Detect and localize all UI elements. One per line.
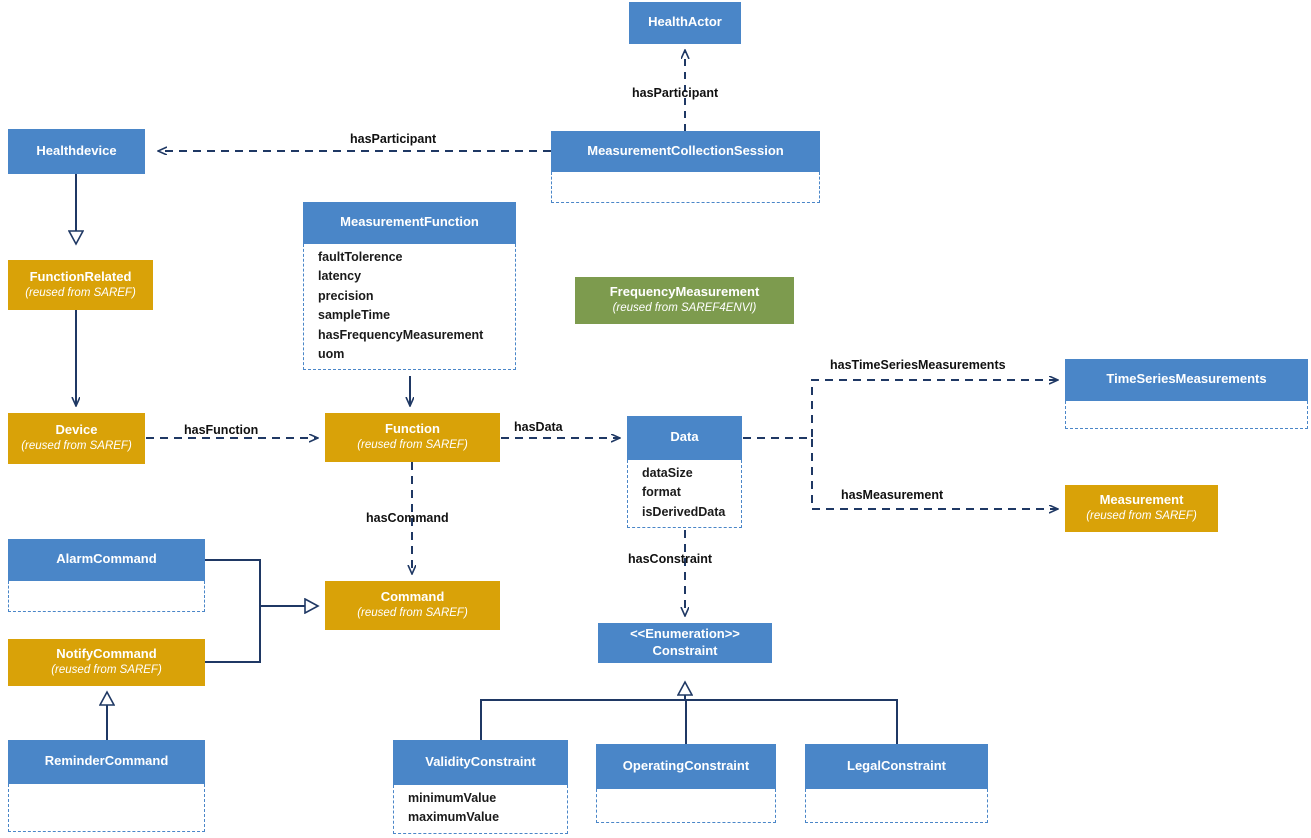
- node-title: Command (reused from SAREF): [325, 581, 500, 630]
- node-command[interactable]: [325, 581, 500, 630]
- node-subtitle: (reused from SAREF4ENVI): [612, 302, 757, 315]
- node-measurementfunction[interactable]: [303, 202, 516, 370]
- attribute: uom: [318, 346, 345, 361]
- node-title: ReminderCommand: [8, 740, 205, 784]
- node-title: [598, 623, 772, 663]
- node-healthactor[interactable]: [629, 2, 741, 44]
- node-title: Healthdevice: [8, 129, 145, 174]
- node-title: FrequencyMeasurement (reused from SAREF4ENVI): [575, 277, 794, 324]
- node-attributes: [596, 789, 776, 823]
- node-title: Measurement (reused from SAREF): [1065, 485, 1218, 532]
- node-measurementcollectionsession[interactable]: [551, 131, 820, 203]
- stereotype-label: <<Enumeration>>: [630, 626, 740, 642]
- attribute: precision: [318, 288, 374, 303]
- attribute: maximumValue: [408, 810, 500, 825]
- node-frequencymeasurement[interactable]: [575, 277, 794, 324]
- edge-label-hasparticipant-top: hasParticipant: [632, 86, 719, 100]
- edge-label-hasmeasurement: hasMeasurement: [841, 488, 944, 502]
- edge-label-hasparticipant-left: hasParticipant: [350, 132, 437, 146]
- node-timeseriesmeasurements[interactable]: [1065, 359, 1308, 429]
- attribute: format: [642, 485, 681, 500]
- node-title: ValidityConstraint: [393, 740, 568, 785]
- edge-label-hasdata: hasData: [514, 420, 563, 434]
- edge-label-hasconstraint: hasConstraint: [628, 552, 713, 566]
- node-name-label: Constraint: [652, 642, 718, 658]
- node-healthdevice[interactable]: [8, 129, 145, 174]
- node-remindercommand[interactable]: [8, 740, 205, 832]
- node-subtitle: (reused from SAREF): [357, 439, 468, 452]
- node-title: OperatingConstraint: [596, 744, 776, 789]
- edge-label-hascommand: hasCommand: [366, 511, 449, 525]
- node-title: MeasurementFunction: [303, 202, 516, 244]
- node-title: AlarmCommand: [8, 539, 205, 581]
- attribute: minimumValue: [408, 791, 497, 805]
- node-subtitle: (reused from SAREF): [25, 286, 136, 299]
- node-subtitle: (reused from SAREF): [21, 440, 132, 453]
- node-validityconstraint[interactable]: [393, 740, 568, 834]
- node-device[interactable]: [8, 413, 145, 464]
- node-legalconstraint[interactable]: [805, 744, 988, 823]
- node-measurement[interactable]: [1065, 485, 1218, 532]
- node-attributes: [8, 784, 205, 832]
- node-operatingconstraint[interactable]: [596, 744, 776, 823]
- node-title: LegalConstraint: [805, 744, 988, 789]
- node-subtitle: (reused from SAREF): [1086, 510, 1197, 523]
- node-attributes: [393, 785, 568, 834]
- node-title: NotifyCommand (reused from SAREF): [8, 639, 205, 686]
- node-function[interactable]: [325, 413, 500, 462]
- node-attributes: [627, 460, 742, 528]
- node-title: HealthActor: [629, 2, 741, 44]
- attribute: faultTolerence: [318, 250, 403, 264]
- node-alarmcommand[interactable]: [8, 539, 205, 612]
- node-attributes: [1065, 401, 1308, 429]
- node-subtitle: (reused from SAREF): [51, 664, 162, 677]
- node-attributes: [805, 789, 988, 823]
- node-title: FunctionRelated (reused from SAREF): [8, 260, 153, 310]
- node-title: TimeSeriesMeasurements: [1065, 359, 1308, 401]
- edge-label-hasfunction: hasFunction: [184, 423, 259, 437]
- node-notifycommand[interactable]: [8, 639, 205, 686]
- node-title: Data: [627, 416, 742, 460]
- node-title: Device (reused from SAREF): [8, 413, 145, 464]
- node-title: MeasurementCollectionSession: [551, 131, 820, 172]
- attribute: sampleTime: [318, 308, 391, 323]
- attribute: isDerivedData: [642, 504, 726, 519]
- node-title: Function (reused from SAREF): [325, 413, 500, 462]
- node-attributes: [8, 581, 205, 612]
- node-data[interactable]: [627, 416, 742, 528]
- node-subtitle: (reused from SAREF): [357, 607, 468, 620]
- attribute: dataSize: [642, 466, 693, 480]
- node-attributes: [303, 244, 516, 370]
- edge-label-hastimeseriesmeasurements: hasTimeSeriesMeasurements: [830, 358, 1006, 372]
- attribute: latency: [318, 269, 362, 284]
- node-constraint[interactable]: [598, 623, 772, 663]
- node-attributes: [551, 172, 820, 203]
- node-functionrelated[interactable]: [8, 260, 153, 310]
- attribute: hasFrequencyMeasurement: [318, 327, 484, 342]
